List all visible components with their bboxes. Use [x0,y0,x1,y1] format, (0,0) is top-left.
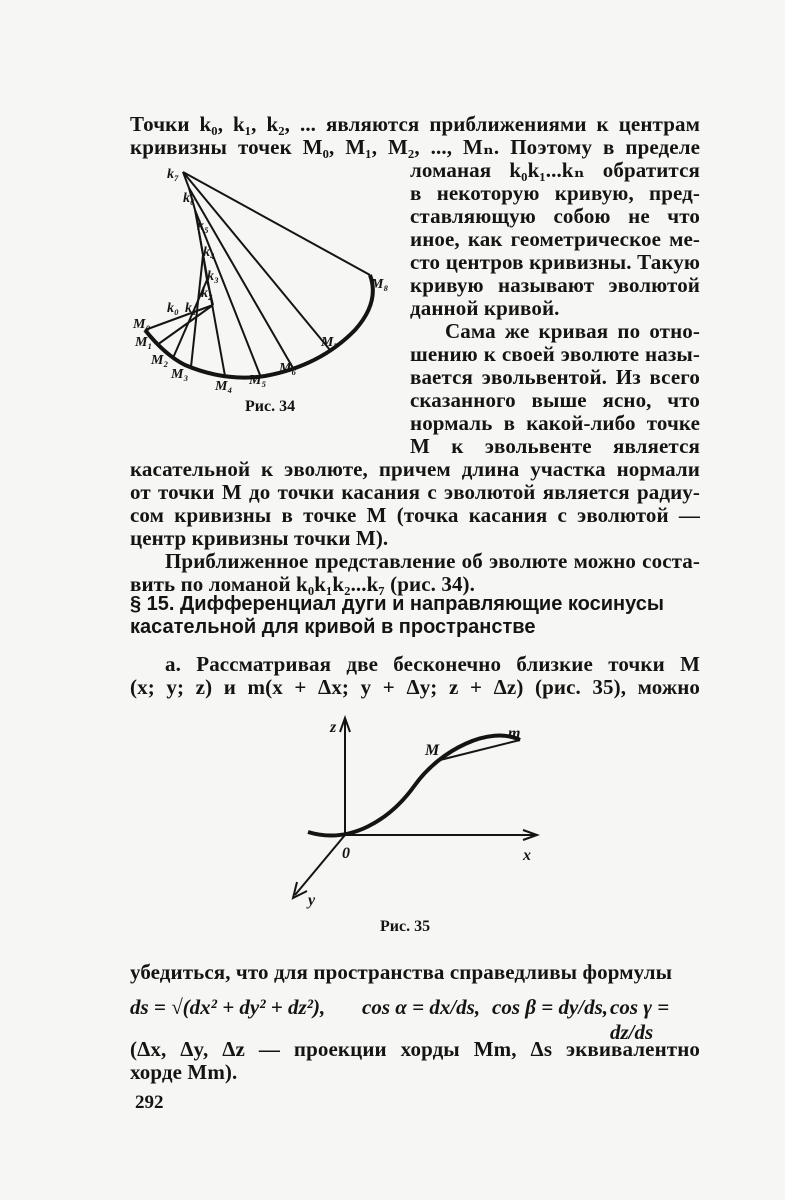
text-line: данной кривой. [410,296,560,320]
label-k6: k₆ [183,191,195,206]
label-z: z [330,719,337,736]
label-M: M [425,742,440,759]
label-M8: M₈ [371,277,389,292]
cos-alpha-formula: cos α = dx/ds, [362,995,481,1019]
cos-beta-formula: cos β = dy/ds, [492,995,609,1019]
section-heading: § 15. Дифференциал дуги и направляющие косинусы [130,593,664,615]
text-line: ставляющую собою не что [410,204,700,228]
label-M7: M₇ [321,335,339,350]
text-line: касательной к эволюте, причем длина участка нормали [130,457,700,481]
text-line: (x; y; z) и m(x + Δx; y + Δy; z + Δz) (рис. 35), можно [130,675,700,699]
arc-differential-formula: ds = √(dx² + dy² + dz²), [130,995,326,1019]
y-axis [295,835,345,895]
label-M2: M₂ [151,353,169,368]
text-line: а. Рассматривая две бесконечно близкие точки M [165,652,700,676]
label-k1: k₁ [185,301,197,316]
label-origin: 0 [342,845,350,862]
label-k7: k₇ [167,167,179,182]
text-line: M к эвольвенте является [410,434,700,458]
text-line: от точки M до точки касания с эволютой является радиу- [130,480,700,504]
text-line: (Δx, Δy, Δz — проекции хорды Mm, Δs эквивалентно [130,1037,700,1061]
text-line: ломаная k₀k₁...kₙ обратится [410,158,700,182]
text-line: хорде Mm). [130,1060,238,1084]
text-line: Приближенное представление об эволюте можно соста- [165,549,700,573]
label-M5: M₅ [249,373,267,388]
text-line: вить по ломаной k₀k₁k₂...k₇ (рис. 34). [130,572,475,596]
space-curve [308,736,520,836]
text-line: вается эвольвентой. Из всего [410,365,700,389]
label-M1: M₁ [135,335,153,350]
text-line: иное, как геометрическое ме- [410,227,700,251]
label-k3: k₃ [207,269,219,284]
label-k5: k₅ [197,219,209,234]
section-heading: касательной для кривой в пространстве [130,616,536,638]
text-line: сказанного выше ясно, что [410,388,700,412]
text-line: в некоторую кривую, пред- [410,181,700,205]
text-line: центр кривизны точки M). [130,526,389,550]
label-M6: M₆ [279,361,297,376]
figure-35-caption: Рис. 35 [380,918,431,935]
label-k2: k₂ [201,286,213,301]
text-line: Сама же кривая по отно- [445,319,700,343]
figure-34-evolute-diagram [125,160,410,400]
text-line: шению к своей эволюте назы- [410,342,700,366]
page-number: 292 [135,1092,164,1113]
text-line: кривую называют эволютой [410,273,700,297]
text-line: кривизны точек M₀, M₁, M₂, ..., Mₙ. Поэтому в пределе [130,135,700,159]
text-line: убедиться, что для пространства справедливы формулы [130,960,673,984]
label-k0: k₀ [167,301,179,316]
label-x: x [523,847,531,864]
text-line: Точки k₀, k₁, k₂, ... являются приближениями к центрам [130,112,700,136]
label-M0: M₀ [133,317,151,332]
label-M3: M₃ [171,367,189,382]
label-y: y [308,892,316,909]
cos-gamma-formula: cos γ = dz/ds [610,995,670,1044]
text-line: сто центров кривизны. Такую [410,250,700,274]
label-k4: k₄ [203,245,215,260]
text-line: сом кривизны в точке M (точка касания с эволютой — [130,503,700,527]
label-M4: M₄ [215,379,233,394]
text-line: нормаль в какой-либо точке [410,411,700,435]
figure-35-space-curve [280,710,550,915]
figure-34-caption: Рис. 34 [245,398,296,415]
label-m: m [508,725,521,742]
